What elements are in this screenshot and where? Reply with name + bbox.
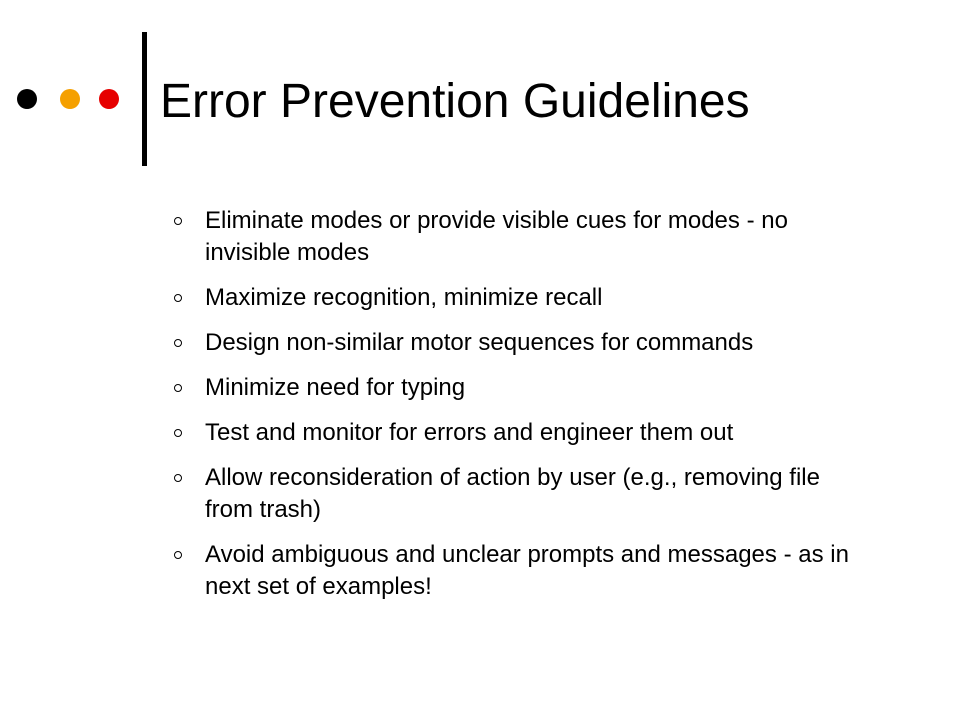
list-item: [172, 327, 872, 359]
bullet-text: Avoid ambiguous and unclear prompts and messages - as in next set of examples!: [205, 541, 849, 600]
circle-bullet-icon: [174, 474, 182, 482]
list-item: [172, 417, 872, 449]
bullet-text: Eliminate modes or provide visible cues for modes - no invisible modes: [205, 207, 788, 266]
list-item: [172, 462, 872, 526]
circle-bullet-icon: [174, 384, 182, 392]
black-dot-icon: [17, 89, 37, 109]
circle-bullet-icon: [174, 217, 182, 225]
list-item: [172, 372, 872, 404]
bullet-list: [172, 205, 872, 616]
title-decoration: [0, 0, 140, 140]
bullet-text: Test and monitor for errors and engineer them out: [205, 419, 734, 446]
circle-bullet-icon: [174, 429, 182, 437]
list-item: [172, 539, 872, 603]
orange-dot-icon: [60, 89, 80, 109]
bullet-text: Design non-similar motor sequences for commands: [205, 329, 754, 356]
bullet-text: Minimize need for typing: [205, 374, 466, 401]
circle-bullet-icon: [174, 339, 182, 347]
list-item: [172, 282, 872, 314]
red-dot-icon: [99, 89, 119, 109]
bullet-text: Allow reconsideration of action by user (e.g., removing file from trash): [205, 464, 820, 523]
circle-bullet-icon: [174, 294, 182, 302]
page-title: Error Prevention Guidelines: [160, 75, 750, 128]
title-divider: [142, 32, 147, 166]
circle-bullet-icon: [174, 551, 182, 559]
list-item: [172, 205, 872, 269]
bullet-text: Maximize recognition, minimize recall: [205, 284, 603, 311]
